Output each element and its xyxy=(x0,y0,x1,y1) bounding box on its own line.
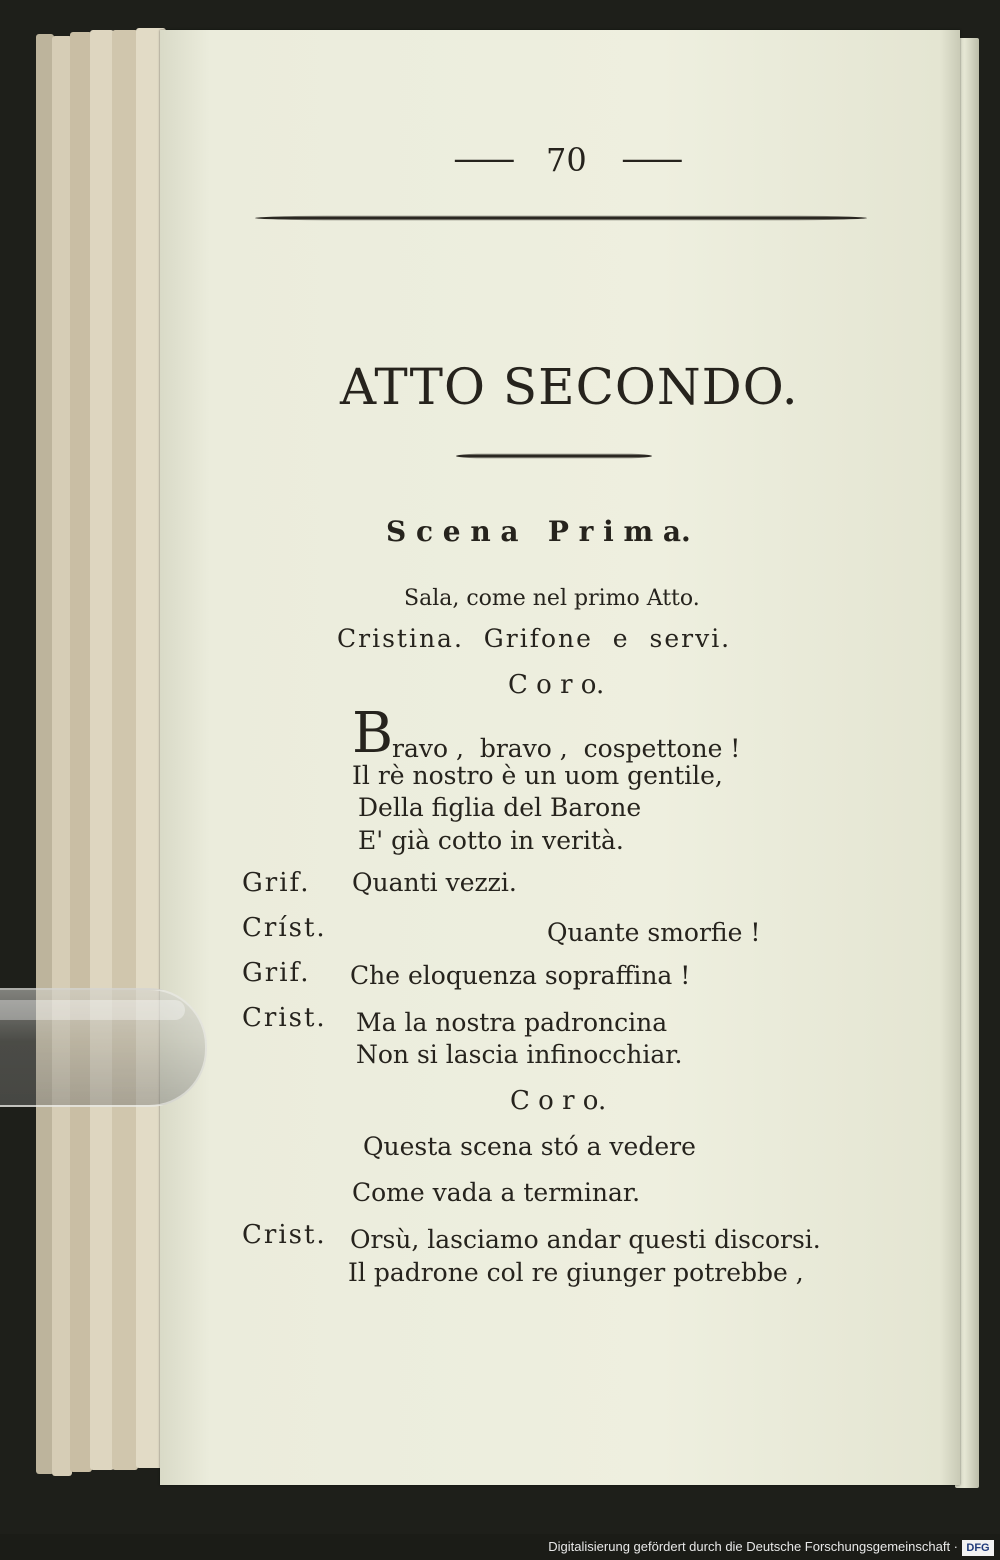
footer-credit: Digitalisierung gefördert durch die Deutsche Forschungsgemeinschaft · xyxy=(548,1539,958,1554)
speaker-label: Grif. xyxy=(242,958,311,988)
title-rule xyxy=(456,452,652,460)
dialogue-line: Non si lascia infinocchiar. xyxy=(356,1040,683,1069)
chorus-label: C o r o. xyxy=(508,670,605,700)
verse-line: Questa scena stó a vedere xyxy=(363,1132,696,1161)
dialogue-line: Il padrone col re giunger potrebbe , xyxy=(348,1258,804,1287)
verse-line: Il rè nostro è un uom gentile, xyxy=(352,761,723,790)
verse-line: Della figlia del Barone xyxy=(358,793,642,822)
page-stack-edge xyxy=(90,30,114,1470)
page-stack-edge xyxy=(112,30,138,1470)
stage-direction: Sala, come nel primo Atto. xyxy=(404,586,700,611)
page-stack-edge xyxy=(70,32,92,1472)
dialogue-line: Che eloquenza sopraffina ! xyxy=(350,961,691,990)
speaker-label: Crist. xyxy=(242,1220,327,1250)
page-number: 70 xyxy=(546,141,587,179)
glass-highlight xyxy=(0,1000,185,1020)
dfg-logo: DFG xyxy=(962,1540,994,1556)
characters-line: Cristina. Grifone e servi. xyxy=(337,624,732,653)
speaker-label: Crist. xyxy=(242,1003,327,1033)
page-number-dash-right: — xyxy=(620,139,685,179)
page-stack-edge xyxy=(52,36,72,1476)
act-title: ATTO SECONDO. xyxy=(340,358,799,416)
scene-title: S c e n a P r i m a. xyxy=(386,515,691,548)
page-number-dash-left: — xyxy=(452,139,517,179)
verse-line: ravo , bravo , cospettone ! xyxy=(392,734,741,763)
verse-line: E' già cotto in verità. xyxy=(358,826,624,855)
dialogue-line: Quante smorfie ! xyxy=(547,918,761,947)
dialogue-line: Quanti vezzi. xyxy=(352,868,517,897)
speaker-label: Críst. xyxy=(242,913,327,943)
dialogue-line: Ma la nostra padroncina xyxy=(356,1008,668,1037)
drop-cap: B xyxy=(352,701,394,766)
dialogue-line: Orsù, lasciamo andar questi discorsi. xyxy=(350,1225,821,1254)
header-rule xyxy=(255,214,867,222)
verse-line: Come vada a terminar. xyxy=(352,1178,641,1207)
speaker-label: Grif. xyxy=(242,868,311,898)
chorus-label: C o r o. xyxy=(510,1086,607,1116)
